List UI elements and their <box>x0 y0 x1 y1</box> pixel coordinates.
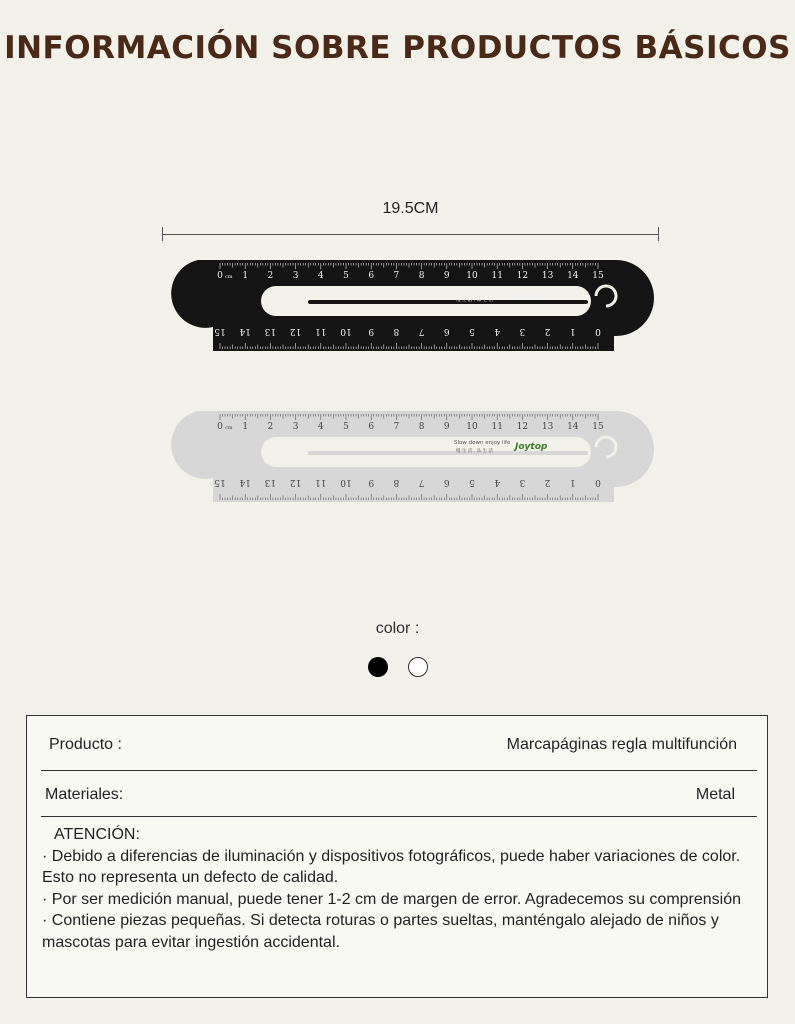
silver-ruler-number: 3 <box>292 422 299 432</box>
silver-ruler-number: 12 <box>289 477 302 487</box>
silver-ruler-number: 0 <box>217 422 223 432</box>
silver-ruler-number: 2 <box>267 422 274 432</box>
silver-ruler-number: 13 <box>264 477 277 487</box>
silver-ruler-number: 13 <box>541 422 554 432</box>
silver-ruler-number: 9 <box>368 477 375 487</box>
product-info-table <box>26 715 768 998</box>
black-ruler-number: 10 <box>340 326 352 336</box>
black-ruler-number: 6 <box>368 271 375 281</box>
black-ruler-number: 3 <box>519 326 526 336</box>
silver-ruler-number: 2 <box>544 477 551 487</box>
length-dimension <box>162 200 659 244</box>
attention-note-2: · Por ser medición manual, puede tener 1-2 cm de margen de error. Agradecemos su comprensión <box>42 890 742 908</box>
black-ruler-number: 2 <box>267 271 274 281</box>
black-ruler-number: 15 <box>214 326 226 336</box>
black-ruler-number: 11 <box>491 271 503 281</box>
black-ruler-number: 7 <box>393 271 400 281</box>
silver-ruler-bookmark-svg <box>158 408 658 504</box>
row-divider <box>41 816 757 817</box>
black-ruler-number: 0 <box>595 326 601 336</box>
silver-ruler-number: 6 <box>443 477 450 487</box>
silver-ruler-number: 6 <box>368 422 375 432</box>
black-ruler-number: 9 <box>443 271 450 281</box>
silver-ruler-number: 1 <box>569 477 576 487</box>
black-ruler-number: 6 <box>443 326 450 336</box>
color-swatch-black[interactable] <box>368 657 388 677</box>
black-ruler-number: 8 <box>393 326 400 336</box>
page-title: INFORMACIÓN SOBRE PRODUCTOS BÁSICOS <box>4 30 791 66</box>
black-ruler-slogan: Slow down enjoy life <box>454 289 511 295</box>
dimension-tick-right <box>658 227 659 241</box>
silver-ruler-bookmark-image <box>158 408 658 504</box>
attention-note-3: · Contiene piezas pequeñas. Si detecta roturas o partes sueltas, manténgalo alejado de niños y mascotas para evitar ingestión accidental. <box>42 912 719 951</box>
black-ruler-number: 5 <box>343 271 349 281</box>
black-ruler-number: 2 <box>544 326 551 336</box>
silver-ruler-brand-logo: Joytop <box>515 442 548 452</box>
silver-ruler-number: 5 <box>343 422 349 432</box>
black-ruler-brand-logo: Joytop <box>515 291 548 301</box>
materials-value: Metal <box>695 786 735 803</box>
attention-note-1: · Debido a diferencias de iluminación y dispositivos fotográficos, puede haber variaciones de color. Esto no representa un defecto de calidad. <box>42 847 741 886</box>
materials-label: Materiales: <box>45 786 124 803</box>
silver-ruler-number: 11 <box>315 477 327 487</box>
black-ruler-number: 1 <box>242 271 249 281</box>
silver-ruler-number: 8 <box>418 422 425 432</box>
black-ruler-number: 5 <box>469 326 475 336</box>
silver-ruler-number: 11 <box>491 422 503 432</box>
silver-ruler-number: 15 <box>214 477 226 487</box>
silver-ruler-number: 4 <box>317 422 324 432</box>
silver-ruler-number: 1 <box>242 422 249 432</box>
silver-ruler-number: 15 <box>592 422 604 432</box>
black-ruler-number: 13 <box>264 326 277 336</box>
color-label: color : <box>375 620 420 637</box>
black-ruler-number: 10 <box>466 271 478 281</box>
black-ruler-number: 13 <box>541 271 554 281</box>
black-ruler-unit: cm <box>225 274 233 280</box>
black-ruler-number: 8 <box>418 271 425 281</box>
silver-ruler-slogan-cn: 慢 生 活 , 品 生 活 <box>456 449 494 454</box>
black-ruler-number: 15 <box>592 271 604 281</box>
silver-ruler-number: 10 <box>466 422 478 432</box>
black-ruler-number: 4 <box>317 271 324 281</box>
black-ruler-number: 3 <box>292 271 299 281</box>
black-ruler-bookmark-image <box>158 257 658 353</box>
black-ruler-number: 12 <box>289 326 302 336</box>
silver-ruler-number: 3 <box>519 477 526 487</box>
product-label: Producto : <box>49 736 122 753</box>
silver-ruler-number: 5 <box>469 477 475 487</box>
silver-ruler-slogan: Slow down enjoy life <box>454 440 511 446</box>
silver-ruler-number: 0 <box>595 477 601 487</box>
length-label: 19.5CM <box>382 200 439 217</box>
silver-ruler-number: 7 <box>418 477 425 487</box>
black-ruler-slogan-cn: 慢 生 活 , 品 生 活 <box>456 298 494 303</box>
silver-ruler-number: 12 <box>516 422 529 432</box>
silver-ruler-number: 10 <box>340 477 352 487</box>
color-swatch-white[interactable] <box>408 657 428 677</box>
black-ruler-number: 4 <box>494 326 501 336</box>
silver-ruler-number: 14 <box>239 477 251 487</box>
row-divider <box>41 770 757 771</box>
black-ruler-number: 9 <box>368 326 375 336</box>
silver-ruler-number: 8 <box>393 477 400 487</box>
silver-ruler-number: 7 <box>393 422 400 432</box>
dimension-line <box>162 234 659 235</box>
silver-ruler-unit: cm <box>225 425 233 431</box>
black-ruler-number: 12 <box>516 271 529 281</box>
black-ruler-number: 14 <box>567 271 579 281</box>
silver-ruler-number: 4 <box>494 477 501 487</box>
silver-ruler-number: 9 <box>443 422 450 432</box>
silver-ruler-number: 14 <box>567 422 579 432</box>
black-ruler-number: 7 <box>418 326 425 336</box>
black-ruler-number: 1 <box>569 326 576 336</box>
black-ruler-bookmark-svg <box>158 257 658 353</box>
black-ruler-number: 0 <box>217 271 223 281</box>
attention-section <box>42 824 751 953</box>
black-ruler-number: 14 <box>239 326 251 336</box>
black-ruler-number: 11 <box>315 326 327 336</box>
attention-title: ATENCIÓN: <box>54 826 140 843</box>
product-value: Marcapáginas regla multifunción <box>506 736 737 753</box>
